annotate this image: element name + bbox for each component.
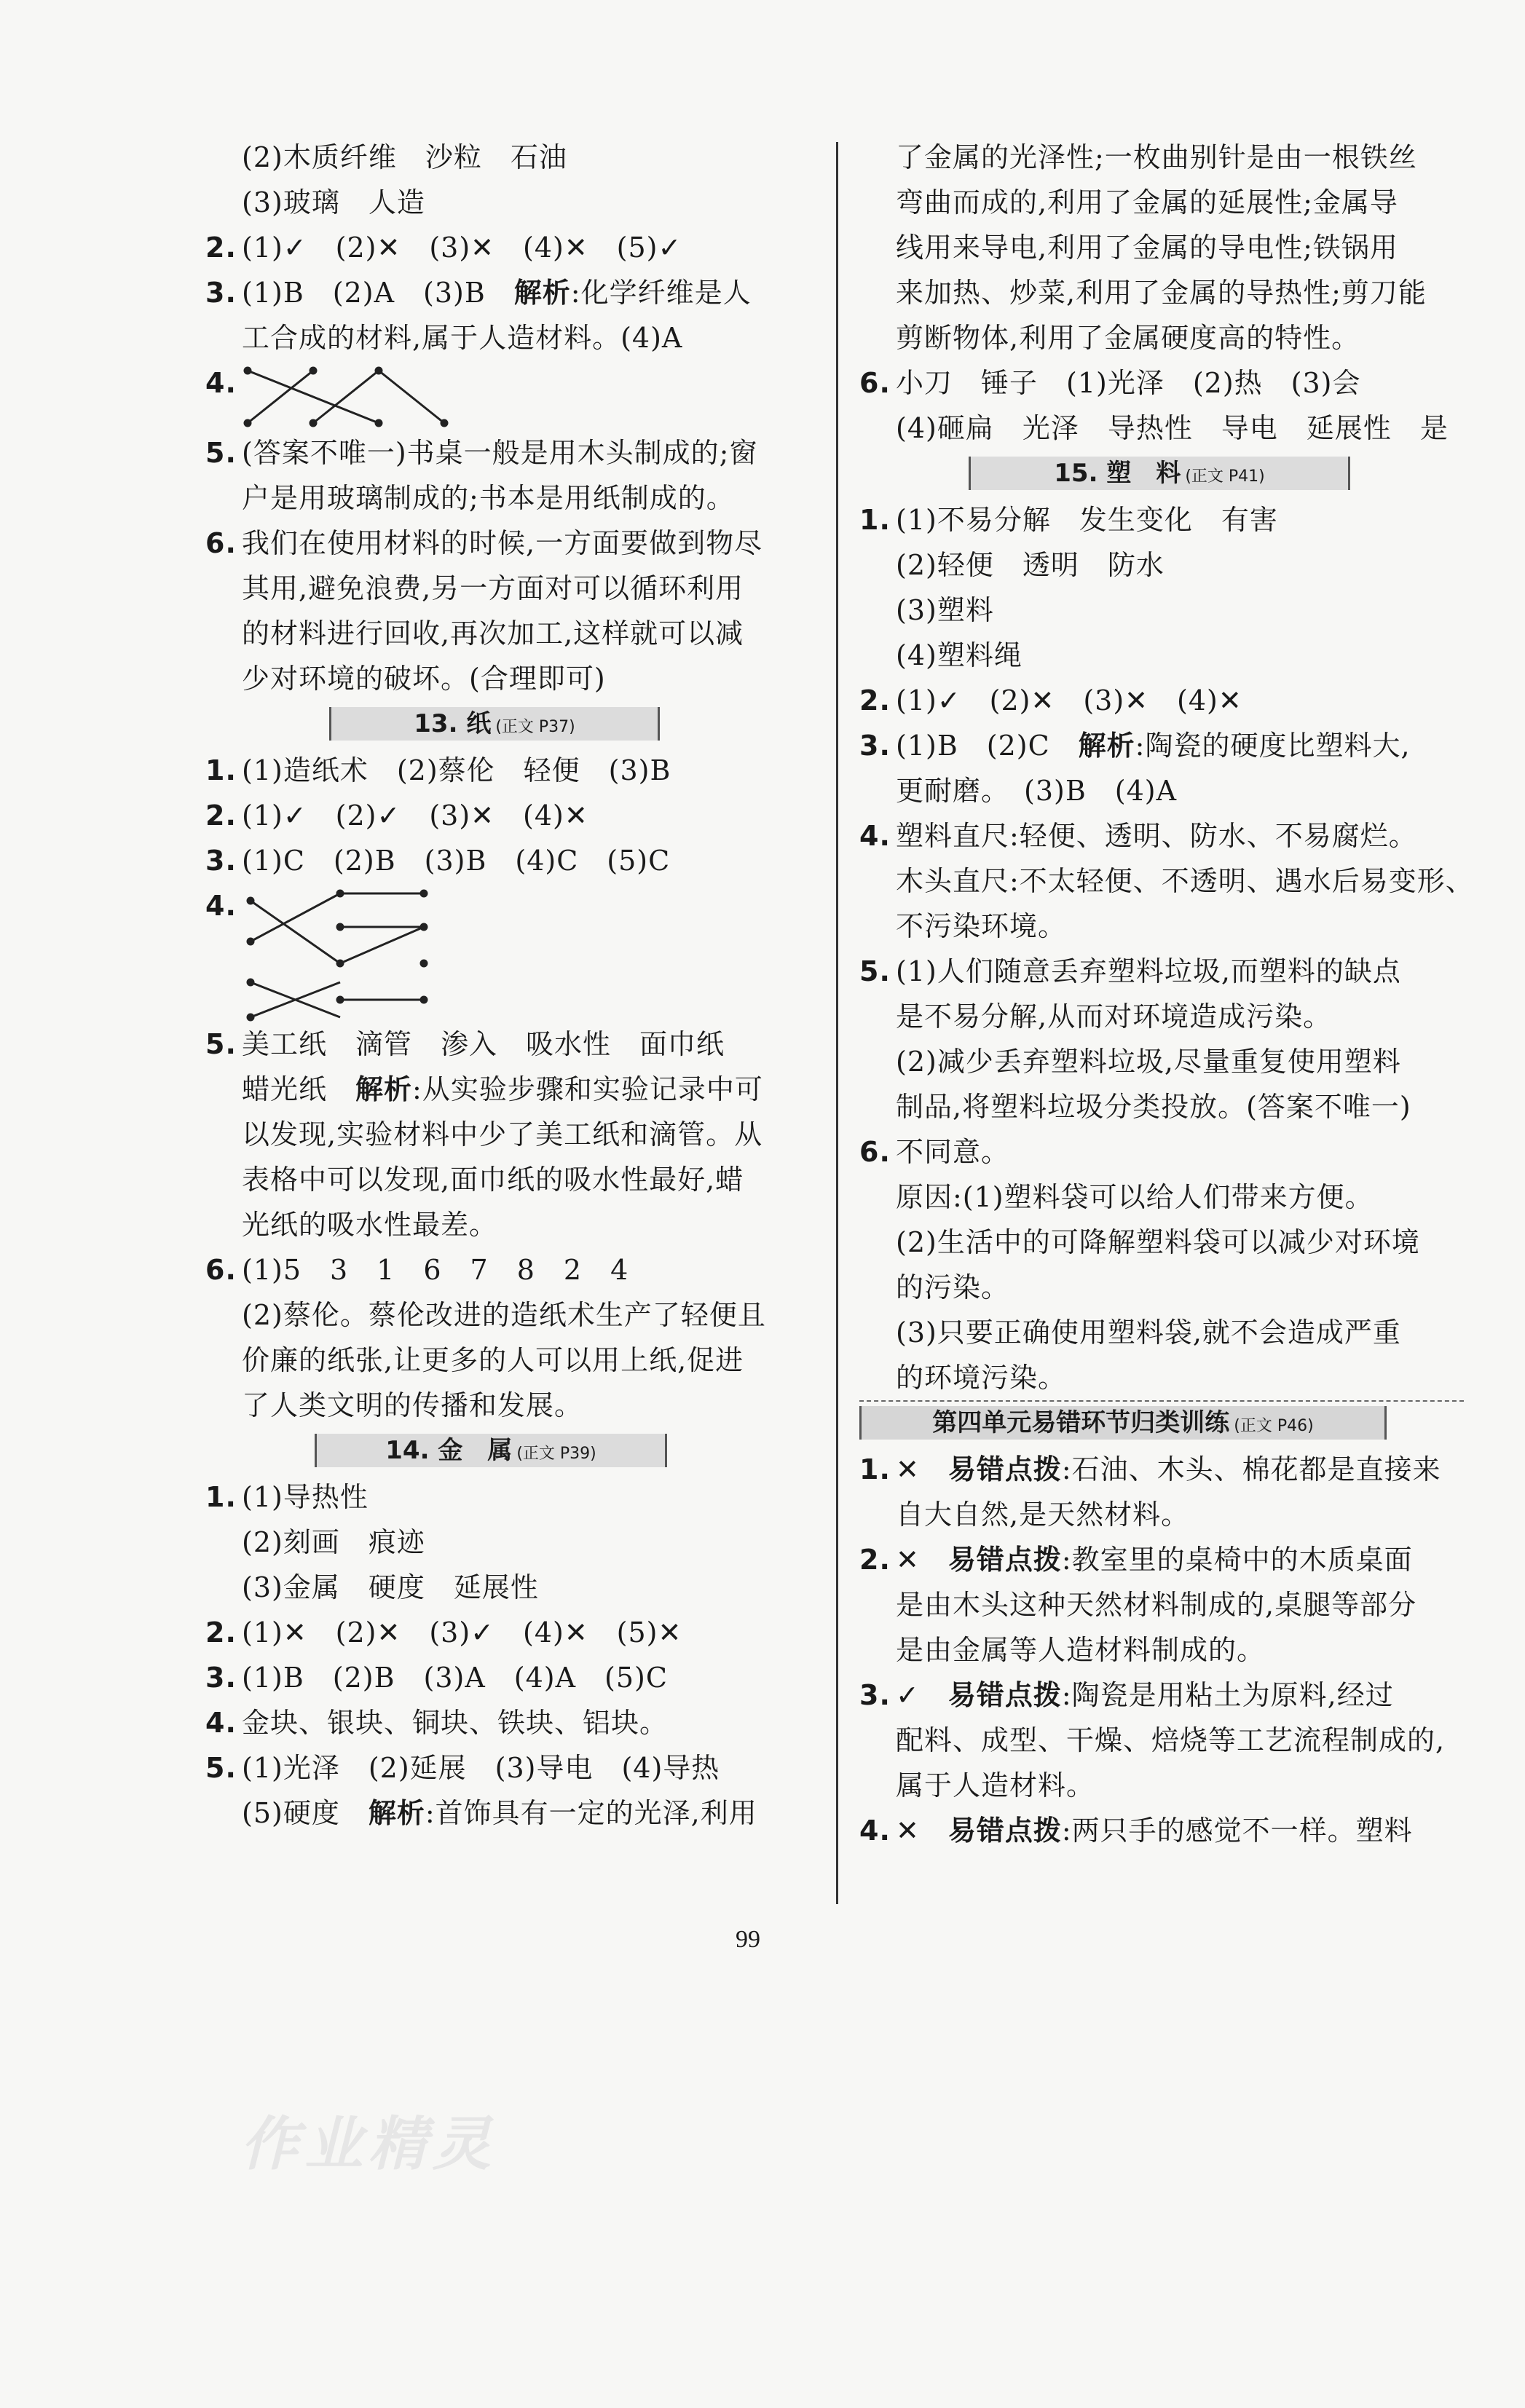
s13-q6-number: 6. (205, 1254, 237, 1286)
s14-q5-cont3: 弯曲而成的,利用了金属的延展性;金属导 (896, 186, 1398, 218)
q6-cont3: 少对环境的破坏。(合理即可) (242, 663, 606, 695)
s15-q1-number: 1. (859, 504, 891, 536)
s14-q2-number: 2. (205, 1616, 237, 1649)
section-13-label: 13. 纸 (414, 709, 492, 738)
s13-q6-cont2: 价廉的纸张,让更多的人可以用上纸,促进 (242, 1344, 744, 1376)
s14-q5-cont2: 了金属的光泽性;一枚曲别针是由一根铁丝 (896, 141, 1417, 173)
page-number: 99 (736, 1926, 760, 1953)
q4-matching-lines (242, 360, 460, 430)
s13-q1-number: 1. (205, 754, 237, 786)
s13-q5-answer: 美工纸 滴管 渗入 吸水性 面巾纸 (242, 1028, 725, 1060)
u4-q2 (859, 1537, 1464, 1582)
s15-q4-cont2: 不污染环境。 (896, 910, 1067, 942)
s15-q6-cont2: (2)生活中的可降解塑料袋可以减少对环境 (896, 1226, 1420, 1258)
q3-analysis: :化学纤维是人 (570, 277, 752, 309)
s14-q5-cont4: 线用来导电,利用了金属的导电性;铁锅用 (896, 232, 1398, 264)
s13-q3-number: 3. (205, 845, 237, 877)
u4-q3-tip-label: 易错点拨 (947, 1679, 1062, 1711)
s14-q5-word: (5)硬度 (242, 1797, 369, 1829)
section-13-ref: (正文 P37) (495, 718, 575, 736)
s13-q5-number: 5. (205, 1028, 237, 1060)
s14-q5-cont (205, 1791, 810, 1836)
s13-q5-cont3: 表格中可以发现,面巾纸的吸水性最好,蜡 (242, 1164, 744, 1196)
u4-q4-tip-label: 易错点拨 (947, 1815, 1062, 1847)
q2-number: 2. (205, 232, 237, 264)
q4-matching (205, 360, 810, 430)
s13-q5-word: 蜡光纸 (242, 1073, 356, 1105)
q2 (205, 225, 810, 270)
s14-q2-answer: (1)✕ (2)✕ (3)✓ (4)✕ (5)✕ (242, 1616, 682, 1649)
s13-q6-answer: (1)5 3 1 6 7 8 2 4 (242, 1254, 629, 1286)
s15-q5-answer: (1)人们随意丢弃塑料垃圾,而塑料的缺点 (896, 955, 1401, 987)
u4-q2-mark: ✕ (896, 1544, 948, 1576)
s15-q1-answer: (1)不易分解 发生变化 有害 (896, 504, 1278, 536)
u4-q3-mark: ✓ (896, 1679, 948, 1711)
s13-q5-analysis: :从实验步骤和实验记录中可 (412, 1073, 763, 1105)
u4-q3-cont1: 配料、成型、干燥、焙烧等工艺流程制成的, (896, 1724, 1446, 1756)
section-13-title (329, 707, 660, 741)
s13-q5 (205, 1022, 810, 1067)
s15-q2-answer: (1)✓ (2)✕ (3)✕ (4)✕ (896, 684, 1242, 717)
s15-q2-number: 2. (859, 684, 891, 717)
s14-q5-cont5: 来加热、炒菜,利用了金属的导热性;剪刀能 (896, 277, 1427, 309)
s15-q5-cont1: 是不易分解,从而对环境造成污染。 (896, 1000, 1332, 1033)
s15-q6-number: 6. (859, 1136, 891, 1168)
s14-q1 (205, 1475, 810, 1520)
q5 (205, 430, 810, 475)
u4-q1-tip: :石油、木头、棉花都是直接来 (1061, 1453, 1441, 1485)
s14-q5-cont6: 剪断物体,利用了金属硬度高的特性。 (896, 322, 1360, 354)
section-unit4-dashed-rule (859, 1400, 1464, 1402)
s14-q3-answer: (1)B (2)B (3)A (4)A (5)C (242, 1662, 668, 1694)
s15-q4-number: 4. (859, 820, 891, 852)
u4-q1-number: 1. (859, 1453, 891, 1485)
s14-q5-answer: (1)光泽 (2)延展 (3)导电 (4)导热 (242, 1752, 720, 1784)
q3 (205, 270, 810, 315)
u4-q2-cont1: 是由木头这种天然材料制成的,桌腿等部分 (896, 1589, 1417, 1621)
s15-q3-analysis-label: 解析 (1078, 730, 1135, 762)
s15-q6-answer: 不同意。 (896, 1136, 1010, 1168)
watermark-logo: 作业精灵 (240, 2110, 497, 2178)
s15-q3-number: 3. (859, 730, 891, 762)
q5-answer: (答案不唯一)书桌一般是用木头制成的;窗 (242, 437, 758, 469)
section-14-label: 14. 金 属 (385, 1436, 513, 1465)
q6-cont1: 其用,避免浪费,另一方面对可以循环利用 (242, 572, 744, 604)
s13-q4-matching (205, 883, 810, 1022)
u4-q2-cont2: 是由金属等人造材料制成的。 (896, 1634, 1266, 1666)
s15-q5-cont3: 制品,将塑料垃圾分类投放。(答案不唯一) (896, 1091, 1411, 1123)
s14-q5 (205, 1745, 810, 1791)
q4-number: 4. (205, 367, 237, 399)
q6 (205, 521, 810, 566)
s14-q5-analysis-label: 解析 (368, 1797, 425, 1829)
section-unit4-title (859, 1406, 1387, 1440)
u4-q3-number: 3. (859, 1679, 891, 1711)
s14-q5-number: 5. (205, 1752, 237, 1784)
section-13-header (205, 701, 810, 748)
s15-q6-cont3: 的污染。 (896, 1271, 1010, 1303)
u4-q2-tip-label: 易错点拨 (947, 1544, 1062, 1576)
s15-q1-cont3: (4)塑料绳 (896, 639, 1022, 671)
s14-q6-answer: 小刀 锤子 (1)光泽 (2)热 (3)会 (896, 367, 1361, 399)
s14-q6 (859, 360, 1464, 406)
column-divider (836, 142, 838, 1904)
section-15-label: 15. 塑 料 (1054, 459, 1181, 488)
s13-q1-answer: (1)造纸术 (2)蔡伦 轻便 (3)B (242, 754, 671, 786)
u4-q3-tip: :陶瓷是用粘土为原料,经过 (1061, 1679, 1394, 1711)
s15-q3-answer: (1)B (2)C (896, 730, 1079, 762)
s15-q6 (859, 1129, 1464, 1175)
left-column (205, 135, 810, 1836)
s15-q6-cont1: 原因:(1)塑料袋可以给人们带来方便。 (896, 1181, 1374, 1213)
s15-q6-cont5: 的环境污染。 (896, 1362, 1067, 1394)
u4-q4-tip: :两只手的感觉不一样。塑料 (1061, 1815, 1413, 1847)
s14-q4-number: 4. (205, 1707, 237, 1739)
s13-q6-cont1: (2)蔡伦。蔡伦改进的造纸术生产了轻便且 (242, 1299, 766, 1331)
s15-q2 (859, 678, 1464, 723)
q6-answer: 我们在使用材料的时候,一方面要做到物尽 (242, 527, 763, 559)
q1-line2: (2)木质纤维 沙粒 石油 (242, 141, 567, 173)
u4-q3-cont2: 属于人造材料。 (896, 1769, 1095, 1801)
section-unit4-ref: (正文 P46) (1234, 1417, 1314, 1435)
s13-q5-cont4: 光纸的吸水性最差。 (242, 1209, 498, 1241)
s15-q1 (859, 497, 1464, 542)
u4-q2-number: 2. (859, 1544, 891, 1576)
q6-cont2: 的材料进行回收,再次加工,这样就可以减 (242, 617, 744, 650)
u4-q1 (859, 1447, 1464, 1492)
section-unit4-header (859, 1400, 1464, 1447)
q3-cont: 工合成的材料,属于人造材料。(4)A (242, 322, 683, 354)
q3-answer: (1)B (2)A (3)B (242, 277, 514, 309)
u4-q3 (859, 1673, 1464, 1718)
s14-q6-cont: (4)砸扁 光泽 导热性 导电 延展性 是 (896, 412, 1449, 444)
s15-q5-cont2: (2)减少丢弃塑料垃圾,尽量重复使用塑料 (896, 1046, 1401, 1078)
s13-q5-cont1 (205, 1067, 810, 1112)
s13-q6-cont3: 了人类文明的传播和发展。 (242, 1389, 583, 1421)
s13-q5-cont2: 以发现,实验材料中少了美工纸和滴管。从 (242, 1118, 763, 1150)
q3-number: 3. (205, 277, 237, 309)
q1-line3: (3)玻璃 人造 (242, 186, 425, 218)
section-15-header (859, 451, 1464, 497)
s15-q4-answer: 塑料直尺:轻便、透明、防水、不易腐烂。 (896, 820, 1417, 852)
s14-q4-answer: 金块、银块、铜块、铁块、铝块。 (242, 1707, 669, 1739)
right-column (859, 135, 1474, 1853)
q2-answer: (1)✓ (2)✕ (3)✕ (4)✕ (5)✓ (242, 232, 682, 264)
s15-q4-cont1: 木头直尺:不太轻便、不透明、遇水后易变形、 (896, 865, 1474, 897)
s13-q6 (205, 1247, 810, 1292)
u4-q4 (859, 1808, 1464, 1853)
u4-q1-cont: 自大自然,是天然材料。 (896, 1499, 1190, 1531)
section-14-title (315, 1434, 667, 1467)
q5-number: 5. (205, 437, 237, 469)
s15-q1-cont2: (3)塑料 (896, 594, 994, 626)
s15-q6-cont4: (3)只要正确使用塑料袋,就不会造成严重 (896, 1316, 1401, 1349)
s15-q3-cont: 更耐磨。 (3)B (4)A (896, 775, 1178, 807)
u4-q4-mark: ✕ (896, 1815, 948, 1847)
s13-q2-number: 2. (205, 800, 237, 832)
section-15-ref: (正文 P41) (1185, 467, 1265, 486)
q5-cont: 户是用玻璃制成的;书本是用纸制成的。 (242, 482, 735, 514)
s14-q4 (205, 1700, 810, 1745)
section-15-title (969, 457, 1350, 490)
q3-analysis-label: 解析 (513, 277, 571, 309)
s14-q2 (205, 1610, 810, 1655)
s15-q5-number: 5. (859, 955, 891, 987)
s14-q1-cont1: (2)刻画 痕迹 (242, 1526, 425, 1558)
s13-q5-analysis-label: 解析 (355, 1073, 413, 1105)
s14-q6-number: 6. (859, 367, 891, 399)
s13-q2-answer: (1)✓ (2)✓ (3)✕ (4)✕ (242, 800, 588, 832)
u4-q1-tip-label: 易错点拨 (947, 1453, 1062, 1485)
s14-q5-analysis: :首饰具有一定的光泽,利用 (425, 1797, 757, 1829)
section-14-header (205, 1428, 810, 1475)
s13-q4-matching-lines (242, 883, 431, 1022)
s15-q1-cont1: (2)轻便 透明 防水 (896, 549, 1165, 581)
u4-q2-tip: :教室里的桌椅中的木质桌面 (1061, 1544, 1413, 1576)
s14-q1-answer: (1)导热性 (242, 1481, 369, 1513)
s13-q1 (205, 748, 810, 793)
s14-q3-number: 3. (205, 1662, 237, 1694)
s15-q4 (859, 813, 1464, 858)
s13-q4-number: 4. (205, 890, 237, 922)
s13-q3 (205, 838, 810, 883)
q6-number: 6. (205, 527, 237, 559)
s15-q3-analysis: :陶瓷的硬度比塑料大, (1135, 730, 1411, 762)
s15-q5 (859, 949, 1464, 994)
s15-q3 (859, 723, 1464, 768)
section-unit4-label: 第四单元易错环节归类训练 (932, 1408, 1230, 1437)
u4-q1-mark: ✕ (896, 1453, 948, 1485)
section-14-ref: (正文 P39) (516, 1445, 596, 1463)
s14-q1-number: 1. (205, 1481, 237, 1513)
s13-q3-answer: (1)C (2)B (3)B (4)C (5)C (242, 845, 671, 877)
s13-q2 (205, 793, 810, 838)
s14-q3 (205, 1655, 810, 1700)
s14-q1-cont2: (3)金属 硬度 延展性 (242, 1571, 539, 1603)
u4-q4-number: 4. (859, 1815, 891, 1847)
